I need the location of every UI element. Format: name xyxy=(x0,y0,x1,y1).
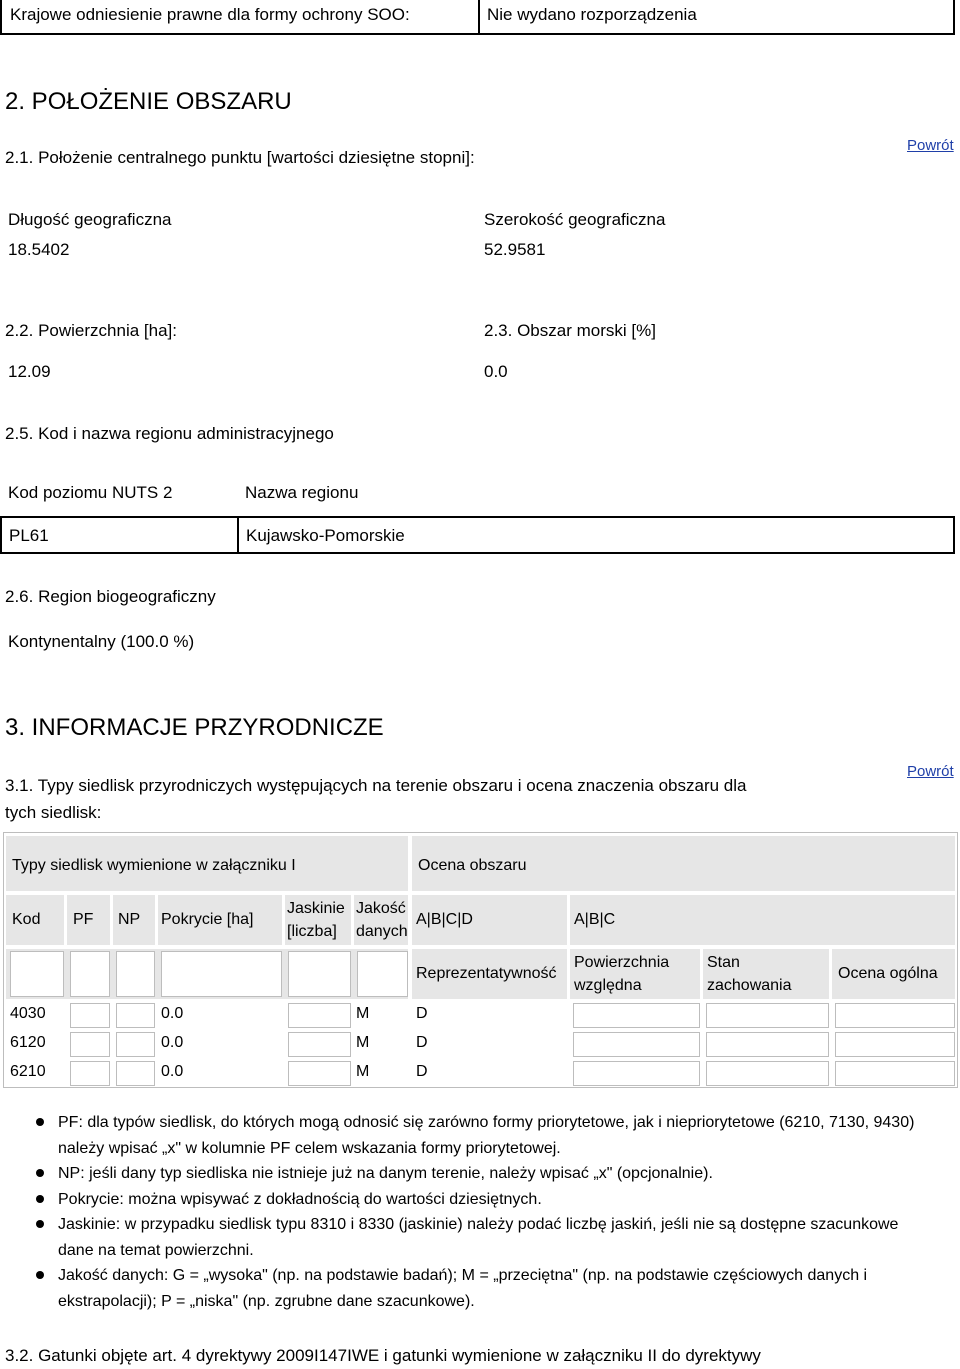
back-link[interactable]: Powrót xyxy=(907,763,954,780)
longitude-label: Długość geograficzna xyxy=(8,210,172,229)
col-header-powierzchnia xyxy=(570,949,700,999)
biogeo-heading: 2.6. Region biogeograficzny xyxy=(5,587,216,606)
list-item: Jaskinie: w przypadku siedlisk typu 8310 i 8330 (jaskinie) należy podać liczbę jaskiń, jeśli nie są dostępne szacunkowe dane na temat powierzchni. xyxy=(58,1212,938,1263)
col-header-stan-line1: Stan xyxy=(707,954,740,971)
habitats-heading-line2: tych siedlisk: xyxy=(5,803,102,822)
section-3-title: 3. INFORMACJE PRZYRODNICZE xyxy=(5,714,384,741)
habitats-table xyxy=(3,832,958,1088)
row-stan-cell xyxy=(706,1032,829,1057)
row-jakosc: M xyxy=(356,1005,370,1022)
admin-region-heading: 2.5. Kod i nazwa regionu administracyjnego xyxy=(5,424,334,443)
row-repr: D xyxy=(416,1005,428,1022)
col-header-abc: A|B|C xyxy=(570,895,955,945)
legal-reference-value: Nie wydano rozporządzenia xyxy=(487,5,697,24)
row-jakosc: M xyxy=(356,1034,370,1051)
row-powierzchnia-cell xyxy=(573,1061,700,1086)
row-jakosc: M xyxy=(356,1063,370,1080)
area-value: 12.09 xyxy=(8,362,51,381)
col-header-pokrycie: Pokrycie [ha] xyxy=(158,895,282,945)
row-repr: D xyxy=(416,1063,428,1080)
col-header-jaskinie-line2: [liczba] xyxy=(287,923,337,940)
row-jaskinie-cell xyxy=(288,1003,351,1028)
sub-header-empty-cell xyxy=(288,951,351,997)
row-ocena-cell xyxy=(835,1032,955,1057)
group-header-assessment: Ocena obszaru xyxy=(412,836,955,891)
col-header-jaskinie-line1: Jaskinie xyxy=(287,900,345,917)
row-pokrycie: 0.0 xyxy=(161,1005,184,1022)
col-header-pf: PF xyxy=(67,895,110,945)
row-kod: 6210 xyxy=(10,1063,46,1080)
section-2-title: 2. POŁOŻENIE OBSZARU xyxy=(5,88,292,115)
col-header-jaskinie xyxy=(285,895,351,945)
list-item: NP: jeśli dany typ siedliska nie istnieje już na danym terenie, należy wpisać „x" (opcjonalnie). xyxy=(58,1161,938,1187)
row-np-cell xyxy=(116,1061,155,1086)
row-np-cell xyxy=(116,1032,155,1057)
sub-header-empty-cell xyxy=(70,951,110,997)
row-powierzchnia-cell xyxy=(573,1032,700,1057)
list-item: Pokrycie: można wpisywać z dokładnością do wartości dziesiętnych. xyxy=(58,1187,938,1213)
area-label: 2.2. Powierzchnia [ha]: xyxy=(5,321,177,340)
longitude-value: 18.5402 xyxy=(8,240,70,259)
list-item: Jakość danych: G = „wysoka" (np. na podstawie badań); M = „przeciętna" (np. na podstawie częściowych danych i ekstrapolacji); P = „niska" (np. zgrubne dane szacunkowe). xyxy=(58,1263,938,1314)
list-item: PF: dla typów siedlisk, do których mogą odnosić się zarówno formy priorytetowe, jak i niepriorytetowe (6210, 7130, 9430) należy wpisać „x" w kolumnie PF celem wskazania formy priorytetowej. xyxy=(58,1110,938,1161)
row-jaskinie-cell xyxy=(288,1061,351,1086)
row-pf-cell xyxy=(70,1032,110,1057)
row-powierzchnia-cell xyxy=(573,1003,700,1028)
col-header-powierzchnia-line1: Powierzchnia xyxy=(574,954,670,971)
sub-header-empty-cell xyxy=(116,951,155,997)
col-header-stan xyxy=(703,949,829,999)
col-header-kod: Kod xyxy=(6,895,64,945)
col-header-ocena: Ocena ogólna xyxy=(832,949,955,999)
row-np-cell xyxy=(116,1003,155,1028)
region-name-value: Kujawsko-Pomorskie xyxy=(246,526,405,545)
col-header-jakosc-line1: Jakość xyxy=(356,900,406,917)
marine-value: 0.0 xyxy=(484,362,508,381)
row-kod: 4030 xyxy=(10,1005,46,1022)
sub-header-empty-cell xyxy=(357,951,408,997)
row-jaskinie-cell xyxy=(288,1032,351,1057)
nuts-region-row xyxy=(0,516,955,554)
col-header-stan-line2: zachowania xyxy=(707,977,792,994)
legal-reference-label: Krajowe odniesienie prawne dla formy ochrony SOO: xyxy=(2,0,480,33)
central-point-heading: 2.1. Położenie centralnego punktu [wartości dziesiętne stopni]: xyxy=(5,148,475,167)
row-kod: 6120 xyxy=(10,1034,46,1051)
row-pf-cell xyxy=(70,1003,110,1028)
latitude-value: 52.9581 xyxy=(484,240,546,259)
row-pf-cell xyxy=(70,1061,110,1086)
latitude-label: Szerokość geograficzna xyxy=(484,210,666,229)
nuts-code-label: Kod poziomu NUTS 2 xyxy=(8,483,173,502)
row-pokrycie: 0.0 xyxy=(161,1034,184,1051)
sub-header-empty-cell xyxy=(161,951,282,997)
legal-reference-row xyxy=(0,0,955,35)
row-ocena-cell xyxy=(835,1061,955,1086)
row-stan-cell xyxy=(706,1003,829,1028)
biogeo-value: Kontynentalny (100.0 %) xyxy=(8,632,195,651)
group-header-habitats: Typy siedlisk wymienione w załączniku I xyxy=(6,836,408,891)
col-header-reprezentatywnosc: Reprezentatywność xyxy=(412,949,567,999)
region-name-label: Nazwa regionu xyxy=(245,483,359,502)
row-stan-cell xyxy=(706,1061,829,1086)
row-pokrycie: 0.0 xyxy=(161,1063,184,1080)
col-header-powierzchnia-line2: względna xyxy=(574,977,642,994)
row-repr: D xyxy=(416,1034,428,1051)
notes-list xyxy=(58,1110,938,1314)
col-header-jakosc xyxy=(354,895,408,945)
col-header-np: NP xyxy=(113,895,155,945)
col-header-abcd: A|B|C|D xyxy=(412,895,567,945)
row-ocena-cell xyxy=(835,1003,955,1028)
col-header-jakosc-line2: danych xyxy=(356,923,408,940)
species-heading: 3.2. Gatunki objęte art. 4 dyrektywy 2009I147IWE i gatunki wymienione w załączniku II do dyrektywy xyxy=(5,1346,761,1365)
sub-header-empty-cell xyxy=(10,951,64,997)
nuts-code-value: PL61 xyxy=(2,518,239,552)
marine-label: 2.3. Obszar morski [%] xyxy=(484,321,656,340)
habitats-heading-line1: 3.1. Typy siedlisk przyrodniczych występujących na terenie obszaru i ocena znaczenia obszaru dla xyxy=(5,776,747,795)
back-link[interactable]: Powrót xyxy=(907,137,954,154)
